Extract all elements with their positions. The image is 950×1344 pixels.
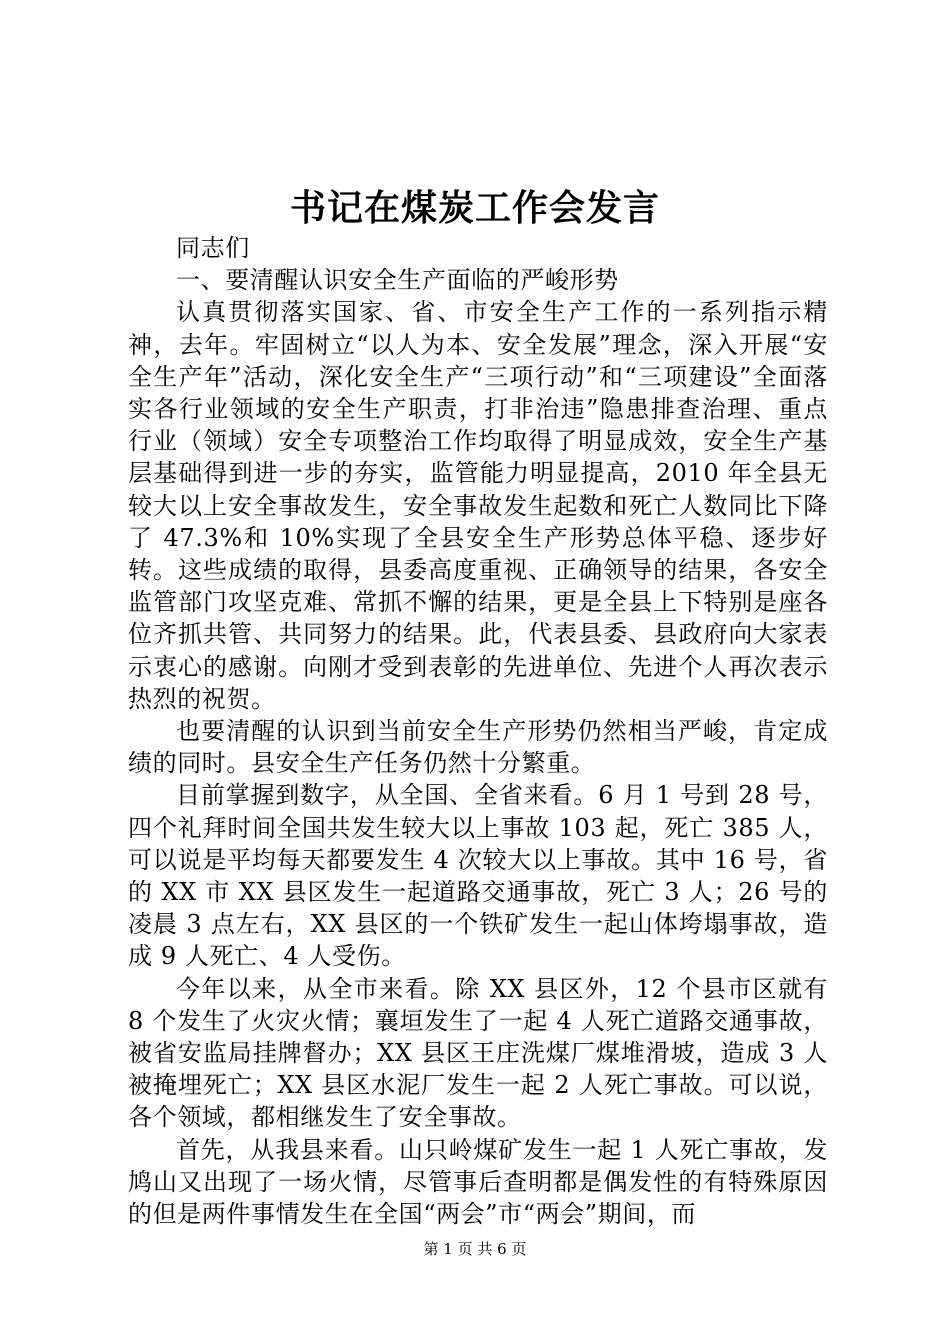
document-body <box>128 232 828 1230</box>
body-paragraph: 也要清醒的认识到当前安全生产形势仍然相当严峻，肯定成绩的同时。县安全生产任务仍然十分繁重。 <box>128 717 828 778</box>
body-paragraph: 首先，从我县来看。山只岭煤矿发生一起 1 人死亡事故，发鸠山又出现了一场火情，尽管事后查明都是偶发性的有特殊原因的但是两件事情发生在全国“两会”市“两会”期间，而 <box>128 1135 828 1229</box>
salutation-paragraph: 同志们 <box>176 234 250 262</box>
section-heading: 一、要清醒认识安全生产面临的严峻形势 <box>176 266 619 295</box>
body-paragraph: 目前掌握到数字，从全国、全省来看。6 月 1 号到 28 号，四个礼拜时间全国共发生较大以上事故 103 起，死亡 385 人，可以说是平均每天都要发生 4 次较大以上事故。其中 16 号，省的 XX 市 XX 县区发生一起道路交通事故，死亡 3 人；26 号的凌晨 3 点左右，XX 县区的一个铁矿发生一起山体垮塌事故，造成 9 人死亡、4 人受伤。 <box>128 781 828 971</box>
body-paragraph: 认真贯彻落实国家、省、市安全生产工作的一系列指示精神，去年。牢固树立“以人为本、安全发展”理念，深入开展“安全生产年”活动，深化安全生产“三项行动”和“三项建设”全面落实各行业领域的安全生产职责，打非治违”隐患排查治理、重点行业（领域）安全专项整治工作均取得了明显成效，安全生产基层基础得到进一步的夯实，监管能力明显提高，2010 年全县无较大以上安全事故发生，安全事故发生起数和死亡人数同比下降了 47.3%和 10%实现了全县安全生产形势总体平稳、逐步好转。这些成绩的取得，县委高度重视、正确领导的结果，各安全监管部门攻坚克难、常抓不懈的结果，更是全县上下特别是座各位齐抓共管、共同努力的结果。此，代表县委、县政府向大家表示衷心的感谢。向刚才受到表彰的先进单位、先进个人再次表示热烈的祝贺。 <box>128 298 828 713</box>
body-paragraph: 今年以来，从全市来看。除 XX 县区外，12 个县市区就有 8 个发生了火灾火情；襄垣发生了一起 4 人死亡道路交通事故，被省安监局挂牌督办；XX 县区王庄洗煤厂煤堆滑坡，造成 3 人被掩埋死亡；XX 县区水泥厂发生一起 2 人死亡事故。可以说，各个领域，都相继发生了安全事故。 <box>128 974 828 1132</box>
document-title: 书记在煤炭工作会发言 <box>289 187 660 229</box>
page-number-footer: 第 1 页 共 6 页 <box>423 1240 527 1258</box>
